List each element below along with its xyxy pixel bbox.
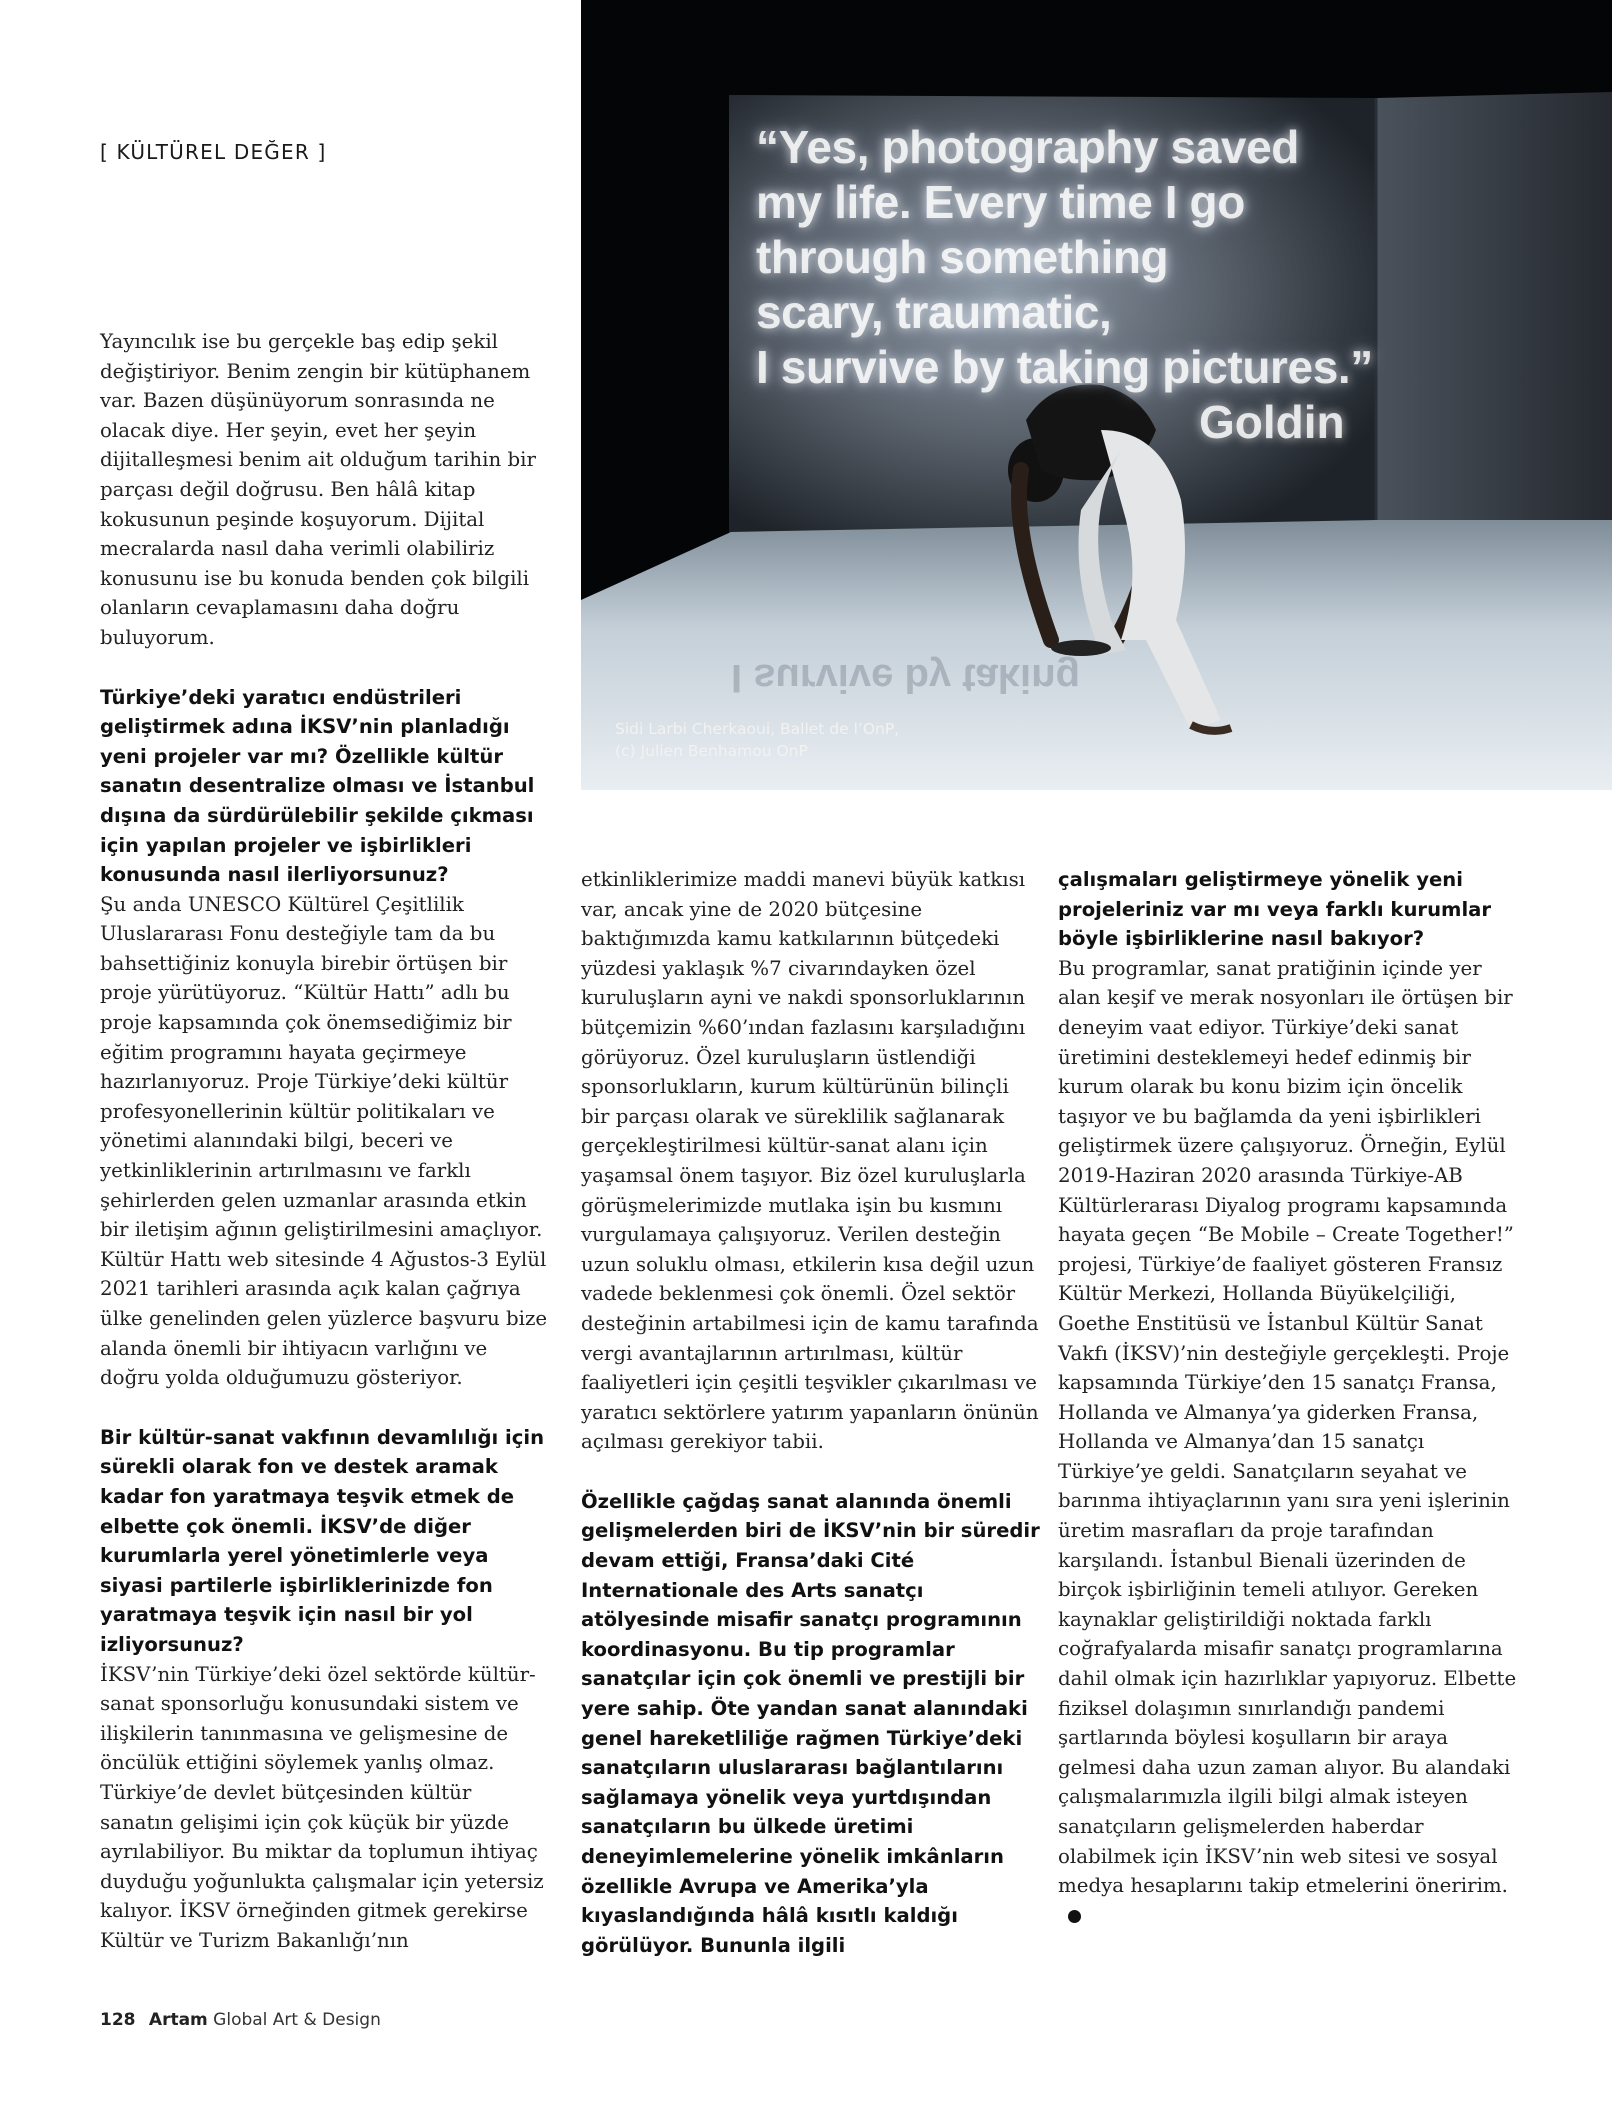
- answer-2-continued: etkinliklerimize maddi manevi büyük katkısı var, ancak yine de 2020 bütçesine baktığımızda kamu katkılarının bütçedeki yüzdesi yaklaşık %7 civarındayken özel kuruluşların ayni ve nakdi sponsorluklarının bütçemizin %60’ından fazlasını karşıladığını görüyoruz. Özel kuruluşların üstlendiği sponsorlukların, kurum kültürünün bilinçli bir parçası olarak ve süreklilik sağlanarak gerçekleştirilmesi kültür-sanat alanı için yaşamsal önem taşıyor. Biz özel kuruluşlarla görüşmelerimizde mutlaka işin bu kısmını vurgulamaya çalışıyoruz. Verilen desteğin uzun soluklu olması, etkilerin kısa değil uzun vadede beklenmesi çok önemli. Özel sektör desteğinin artabilmesi için de kamu tarafında vergi avantajlarının artırılması, kültür faaliyetleri için çeşitli teşvikler çıkarılması ve yaratıcı sektörlere yatırım yapanların önünün açılması gerekiyor tabii.: [581, 868, 1039, 1454]
- projected-quote: “Yes, photography saved my life. Every time I go through something scary, traumatic, I survive by taking pictures.”: [756, 121, 1373, 393]
- column-left: [100, 327, 550, 1955]
- column-middle: [581, 865, 1041, 1960]
- dancer-stage-image: [581, 0, 1612, 790]
- question-2: Bir kültür-sanat vakfının devamlılığı için sürekli olarak fon ve destek aramak kadar fon yaratmaya teşvik etmek de elbette çok önemli. İKSV’de diğer kurumlarla yerel yönetimlerle veya siyasi partilerle işbirliklerinizde fon yaratmaya teşvik için nasıl bir yol izliyorsunuz?: [100, 1425, 545, 1656]
- answer-2: İKSV’nin Türkiye’deki özel sektörde kültür-sanat sponsorluğu konusundaki sistem ve ilişkilerin tanınmasına ve gelişmesine de öncülük ettiğini söylemek yanlış olmaz. Türkiye’de devlet bütçesinden kültür sanatın gelişimi için çok küçük bir yüzde ayrılabiliyor. Bu miktar da toplumun ihtiyaç duyduğu yoğunlukta çalışmalar için yetersiz kalıyor. İKSV örneğinden gitmek gerekirse Kültür ve Turizm Bakanlığı’nın: [100, 1662, 544, 1952]
- question-3: Özellikle çağdaş sanat alanında önemli gelişmelerden biri de İKSV’nin bir süredir devam ettiği, Fransa’daki Cité Internationale des Arts sanatçı atölyesinde misafir sanatçı programının koordinasyonu. Bu tip programlar sanatçılar için çok önemli ve prestijli bir yere sahip. Öte yandan sanat alanındaki genel hareketliliğe rağmen Türkiye’deki sanatçıların uluslararası bağlantılarını sağlamaya yönelik veya yurtdışından sanatçıların bu ülkede üretimi deneyimlemelerine yönelik imkânların özellikle Avrupa ve Amerika’yla kıyaslandığında hâlâ kısıtlı kaldığı görülüyor. Bununla ilgili: [581, 1489, 1040, 1957]
- question-1: Türkiye’deki yaratıcı endüstrileri geliştirmek adına İKSV’nin planladığı yeni projeler var mı? Özellikle kültür sanatın desentralize olması ve İstanbul dışına da sürdürülebilir şekilde çıkması için yapılan projeler ve işbirlikleri konusunda nasıl ilerliyorsunuz?: [100, 685, 535, 887]
- answer-3: Bu programlar, sanat pratiğinin içinde yer alan keşif ve merak nosyonları ile örtüşen bir deneyim vaat ediyor. Türkiye’deki sanat üretimini desteklemeyi hedef edinmiş bir kurum olarak bu konu bizim için öncelik taşıyor ve bu bağlamda da yeni işbirlikleri geliştirmek üzere çalışıyoruz. Örneğin, Eylül 2019-Haziran 2020 arasında Türkiye-AB Kültürlerarası Diyalog programı kapsamında hayata geçen “Be Mobile – Create Together!” projesi, Türkiye’de faaliyet gösteren Fransız Kültür Merkezi, Hollanda Büyükelçiliği, Goethe Enstitüsü ve İstanbul Kültür Sanat Vakfı (İKSV)’nin desteğiyle gerçekleşti. Proje kapsamında Türkiye’den 15 sanatçı Fransa, Hollanda ve Almanya’ya giderken Fransa, Hollanda ve Almanya’dan 15 sanatçı Türkiye’ye geldi. Sanatçıların seyahat ve barınma ihtiyaçlarının yanı sıra yeni işlerinin üretim masrafları da proje tarafından karşılandı. İstanbul Bienali üzerinden de birçok işbirliğinin temeli atılıyor. Gereken kaynaklar geliştirildiği noktada farklı coğrafyalarda misafir sanatçı programlarına dahil olmak için hazırlıklar yapıyoruz. Elbette fiziksel dolaşımın sınırlandığı pandemi şartlarında böylesi koşulların bir araya gelmesi daha uzun zaman alıyor. Bu alandaki çalışmalarımızla ilgili bilgi almak isteyen sanatçıların gelişmelerden haberdar olabilmek için İKSV’nin web sitesi ve sosyal medya hesaplarını takip etmelerini öneririm.: [1058, 954, 1518, 1931]
- page-footer: [100, 2010, 381, 2030]
- svg-text:I survive by taking: I survive by taking: [731, 656, 1081, 700]
- quote-author: Goldin: [1199, 396, 1345, 448]
- section-tag: [ KÜLTÜREL DEĞER ]: [100, 140, 327, 164]
- photo-caption: Sidi Larbi Cherkaoui, Ballet de l’OnP, (c) Julien Benhamou OnP: [615, 720, 900, 760]
- end-mark-icon: [1068, 1910, 1081, 1923]
- intro-paragraph: Yayıncılık ise bu gerçekle baş edip şekil değiştiriyor. Benim zengin bir kütüphanem var. Bazen düşünüyorum sonrasında ne olacak diye. Her şeyin, evet her şeyin dijitalleşmesi benim ait olduğum tarihin bir parçası değil doğrusu. Ben hâlâ kitap kokusunun peşinde koşuyorum. Dijital mecralarda nasıl daha verimli olabiliriz konusunu ise bu konuda benden çok bilgili olanların cevaplamasını daha doğru buluyorum.: [100, 330, 536, 649]
- answer-1: Şu anda UNESCO Kültürel Çeşitlilik Uluslararası Fonu desteğiyle tam da bu bahsettiğiniz konuyla birebir örtüşen bir proje yürütüyoruz. “Kültür Hattı” adlı bu proje kapsamında çok önemsediğimiz bir eğitim programını hayata geçirmeye hazırlanıyoruz. Proje Türkiye’deki kültür profesyonellerinin kültür politikaları ve yönetimi alanındaki bilgi, beceri ve yetkinliklerinin artırılmasını ve farklı şehirlerden gelen uzmanlar arasında etkin bir iletişim ağının geliştirilmesini amaçlıyor. Kültür Hattı web sitesinde 4 Ağustos-3 Eylül 2021 tarihleri arasında açık kalan çağrıya ülke genelinden gelen yüzlerce başvuru bize alanda önemli bir ihtiyacın varlığını ve doğru yolda olduğumuzu gösteriyor.: [100, 892, 548, 1390]
- column-right: [1058, 865, 1518, 1930]
- question-3-continued: çalışmaları geliştirmeye yönelik yeni projeleriniz var mı veya farklı kurumlar böyle işbirliklerine nasıl bakıyor?: [1058, 868, 1492, 951]
- magazine-name: Artam: [148, 2010, 208, 2030]
- stage-photo: [581, 0, 1612, 790]
- magazine-subtitle: Global Art & Design: [213, 2010, 381, 2030]
- page-number: 128: [100, 2010, 136, 2030]
